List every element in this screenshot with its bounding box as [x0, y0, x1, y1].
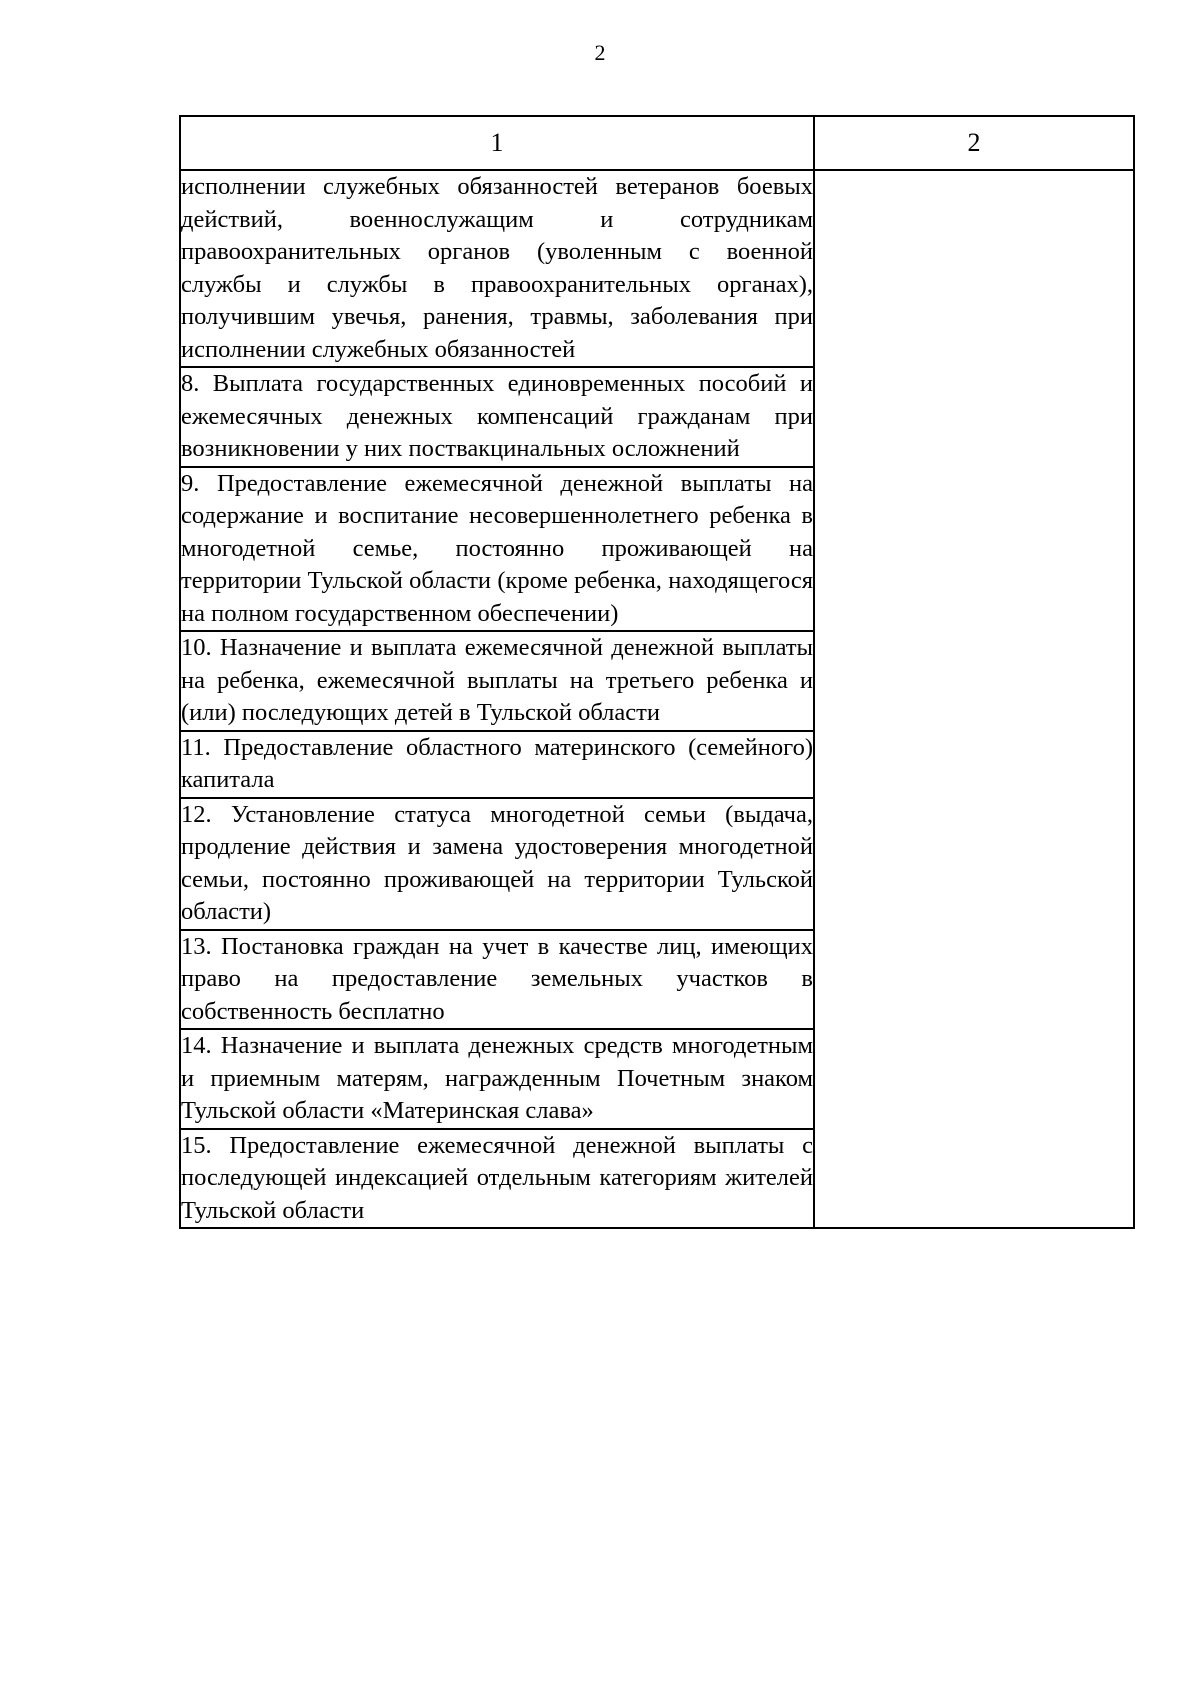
- page-number: 2: [594, 40, 606, 65]
- column-2-empty-cell: [814, 170, 1134, 1228]
- service-description-cell: 10. Назначение и выплата ежемесячной денежной выплаты на ребенка, ежемесячной выплаты на третьего ребенка и (или) последующих детей в Тульской области: [180, 631, 814, 731]
- service-description-cell: 9. Предоставление ежемесячной денежной выплаты на содержание и воспитание несовершеннолетнего ребенка в многодетной семье, постоянно проживающей на территории Тульской области (кроме ребенка, находящегося на полном государственном обеспечении): [180, 467, 814, 632]
- service-description-cell: 11. Предоставление областного материнского (семейного) капитала: [180, 731, 814, 798]
- service-description-cell: 14. Назначение и выплата денежных средств многодетным и приемным матерям, награжденным Почетным знаком Тульской области «Материнская слава»: [180, 1029, 814, 1129]
- table-header-row: [180, 116, 1134, 170]
- header-column-1: 1: [180, 116, 814, 170]
- service-description-cell: 15. Предоставление ежемесячной денежной выплаты с последующей индексацией отдельным категориям жителей Тульской области: [180, 1129, 814, 1229]
- service-description-cell: исполнении служебных обязанностей ветеранов боевых действий, военнослужащим и сотрудникам правоохранительных органов (уволенным с военной службы и службы в правоохранительных органах), получившим увечья, ранения, травмы, заболевания при исполнении служебных обязанностей: [180, 170, 814, 367]
- table-row: [180, 170, 1134, 367]
- services-table: [179, 115, 1135, 1229]
- service-description-cell: 12. Установление статуса многодетной семьи (выдача, продление действия и замена удостоверения многодетной семьи, постоянно проживающей на территории Тульской области): [180, 798, 814, 930]
- service-description-cell: 13. Постановка граждан на учет в качестве лиц, имеющих право на предоставление земельных участков в собственность бесплатно: [180, 930, 814, 1030]
- service-description-cell: 8. Выплата государственных единовременных пособий и ежемесячных денежных компенсаций гражданам при возникновении у них поствакцинальных осложнений: [180, 367, 814, 467]
- header-column-2: 2: [814, 116, 1134, 170]
